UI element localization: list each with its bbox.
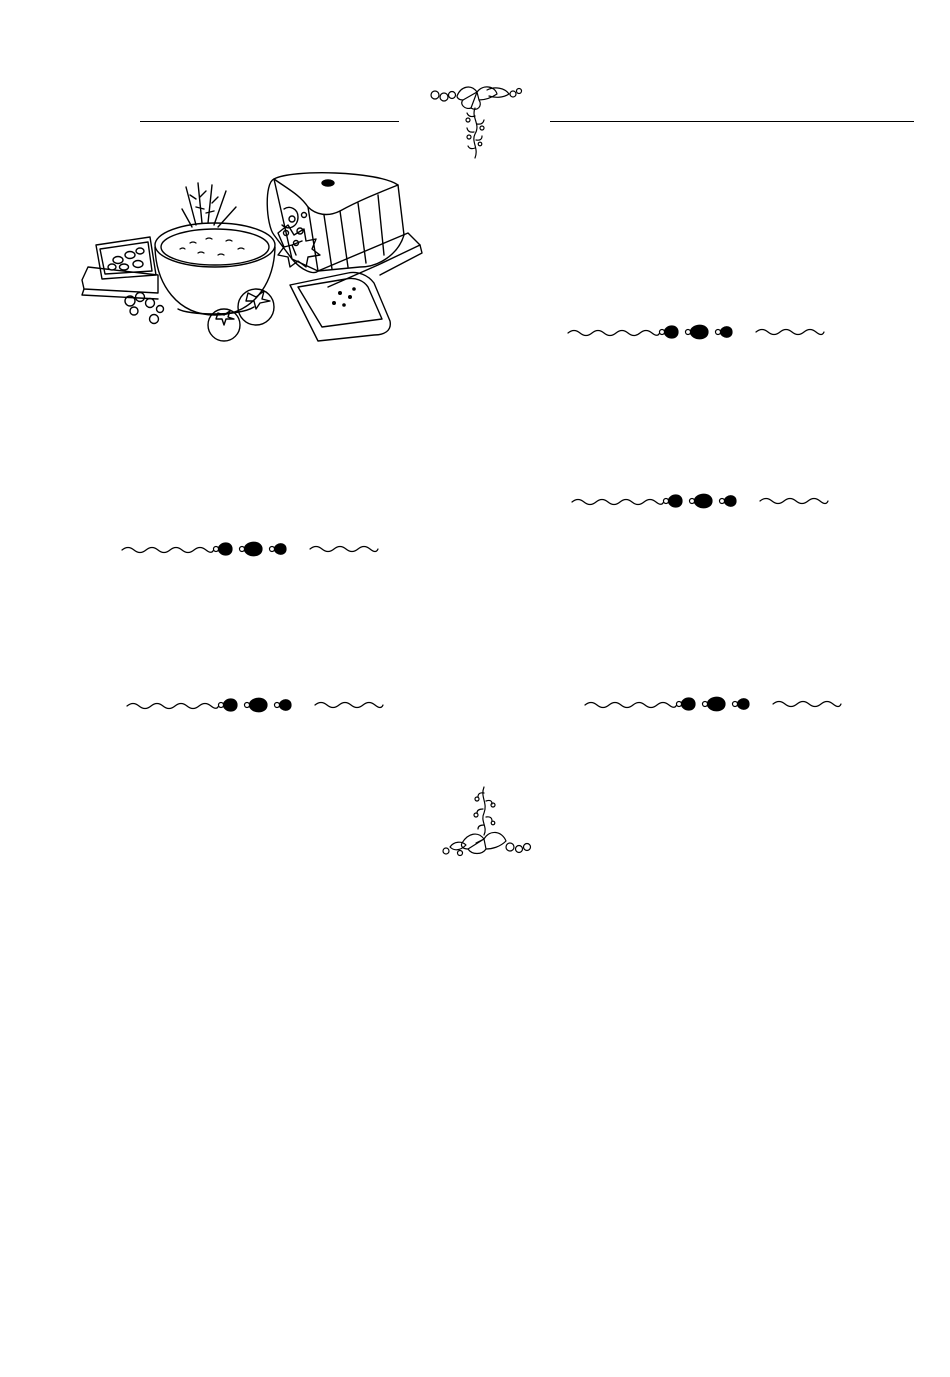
header-rule-left <box>140 121 399 122</box>
vine-divider-icon <box>570 491 832 511</box>
vine-divider-icon <box>566 322 828 342</box>
header-rule-right <box>550 121 914 122</box>
soup-bread-illustration-icon <box>78 175 428 350</box>
vine-divider-icon <box>125 695 387 715</box>
vine-divider-icon <box>120 539 382 559</box>
leaf-flourish-top-icon <box>425 80 525 165</box>
vine-divider-icon <box>583 694 845 714</box>
leaf-flourish-bottom-icon <box>440 783 536 861</box>
